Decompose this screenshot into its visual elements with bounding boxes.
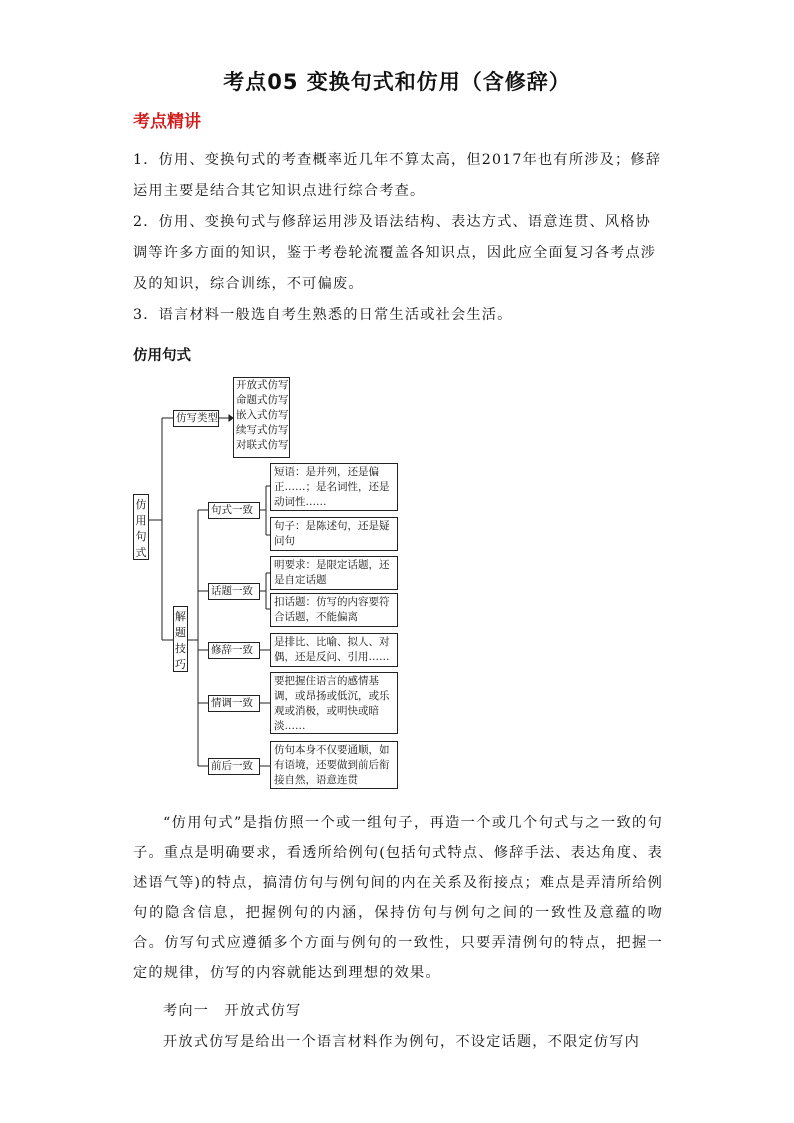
diagram-root: 仿用句式 (133, 494, 149, 560)
skill-name: 句式一致 (208, 502, 260, 519)
skill-note: 句子：是陈述句，还是疑问句 (270, 517, 398, 551)
section-heading: 考点精讲 (133, 112, 201, 132)
subheading: 仿用句式 (133, 348, 191, 364)
diagram-skills-label: 解题技巧 (173, 606, 188, 672)
skill-note: 是排比、比喻、拟人、对偶，还是反问、引用…… (270, 633, 398, 667)
page-title: 考点05 变换句式和仿用（含修辞） (223, 70, 571, 94)
kaoxiang-heading: 考向一 开放式仿写 (163, 1003, 302, 1019)
body-paragraph: “仿用句式”是指仿照一个或一组句子，再造一个或几个句式与之一致的句子。重点是明确要求，看透所给例句(包括句式特点、修辞手法、表达角度、表述语气等)的特点，搞清仿句与例句间的内在关系及衔接点；难点是弄清所给例句的隐含信息，把握例句的内涵，保持仿句与例句之间的一致性及意蕴的吻合。仿写句式应遵循多个方面与例句的一致性，只要弄清例句的特点，把握一定的规律，仿写的内容就能达到理想的效果。 (133, 815, 663, 981)
type-item: 嵌入式仿写 (236, 409, 289, 421)
skill-name: 前后一致 (208, 758, 260, 775)
skill-name: 情调一致 (208, 695, 260, 712)
type-item: 命题式仿写 (236, 394, 289, 406)
diagram-type-label: 仿写类型 (173, 410, 219, 427)
skill-name: 话题一致 (208, 583, 260, 600)
body-last-line: 开放式仿写是给出一个语言材料作为例句，不设定话题，不限定仿写内 (163, 1034, 641, 1050)
skill-note: 扣话题：仿写的内容要符合话题，不能偏离 (270, 593, 398, 627)
skill-note: 要把握住语言的感情基调，或昂扬或低沉，或乐观或消极，或明快或暗淡…… (270, 672, 398, 734)
point-3: 3．语言材料一般选自考生熟悉的日常生活或社会生活。 (133, 307, 513, 323)
skill-note: 明要求：是限定话题，还是自定话题 (270, 556, 398, 590)
diagram-type-list (233, 377, 290, 458)
skill-note: 短语：是并列，还是偏正……；是名词性，还是动词性…… (270, 463, 398, 511)
skill-note: 仿句本身不仅要通顺，如有语境，还要做到前后衔接自然，语意连贯 (270, 741, 398, 789)
point-2: 2．仿用、变换句式与修辞运用涉及语法结构、表达方式、语意连贯、风格协调等许多方面的知识，鉴于考卷轮流覆盖各知识点，因此应全面复习各考点涉及的知识，综合训练，不可偏废。 (133, 214, 657, 292)
type-item: 对联式仿写 (236, 439, 289, 451)
point-1: 1．仿用、变换句式的考查概率近几年不算太高，但2017年也有所涉及；修辞运用主要是结合其它知识点进行综合考查。 (133, 152, 662, 199)
type-item: 开放式仿写 (236, 379, 289, 391)
skill-name: 修辞一致 (208, 642, 260, 659)
type-item: 续写式仿写 (236, 424, 289, 436)
